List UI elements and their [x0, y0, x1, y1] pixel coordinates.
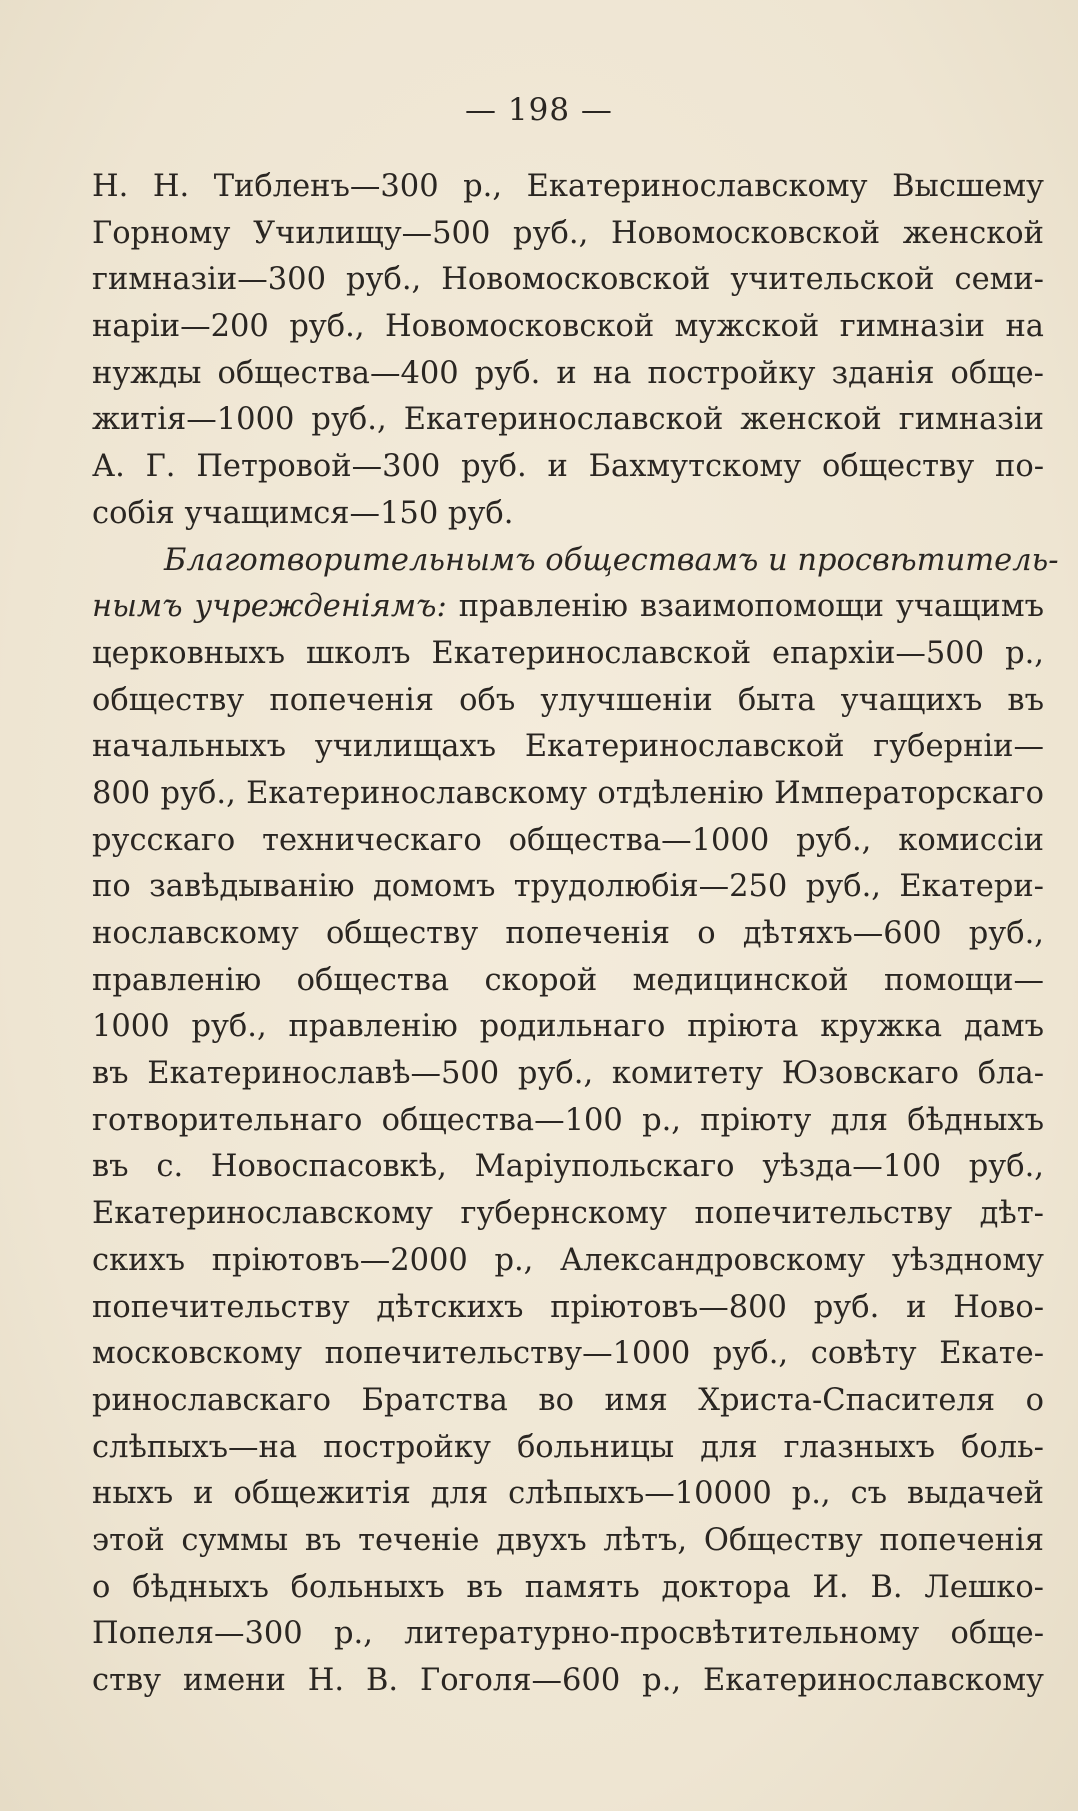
- paragraph-1: [92, 164, 1044, 538]
- text-line: начальныхъ училищахъ Екатеринославской губерніи—: [92, 729, 1044, 765]
- text-line: попечительству дѣтскихъ пріютовъ—800 руб. и Ново-: [92, 1289, 1044, 1325]
- text-line: нославскому обществу попеченія о дѣтяхъ—600 руб.,: [92, 916, 1044, 951]
- text-line: гимназіи—300 руб., Новомосковской учительской семи-: [92, 262, 1044, 298]
- text-line: Екатеринославскому губернскому попечительству дѣт-: [92, 1196, 1044, 1232]
- body-text: [92, 164, 1059, 1705]
- text-line: житія—1000 руб., Екатеринославской женской гимназіи: [92, 402, 1044, 438]
- text-line: А. Г. Петровой—300 руб. и Бахмутскому обществу по-: [92, 449, 1044, 485]
- text-line: ныхъ и общежитія для слѣпыхъ—10000 р., съ выдачей: [92, 1476, 1044, 1512]
- text-line: ринославскаго Братства во имя Христа-Спасителя о: [92, 1382, 1044, 1418]
- text-line: [92, 584, 1044, 631]
- text-line: по завѣдыванію домомъ трудолюбія—250 руб., Екатери-: [92, 869, 1044, 905]
- paragraph-2: [92, 538, 1059, 1705]
- text-line: Горному Училищу—500 руб., Новомосковской женской: [92, 215, 1044, 251]
- page-number: — 198 —: [465, 92, 613, 128]
- text-line: собія учащимся—150 руб.: [92, 495, 514, 531]
- text-line: этой суммы въ теченіе двухъ лѣтъ, Обществу попеченія: [92, 1522, 1044, 1558]
- text-line: въ с. Новоспасовкѣ, Маріупольскаго уѣзда—100 руб.,: [92, 1149, 1044, 1185]
- text-line: въ Екатеринославѣ—500 руб., комитету Юзовскаго бла-: [92, 1056, 1044, 1092]
- text-line: готворительнаго общества—100 р., пріюту для бѣдныхъ: [92, 1102, 1044, 1138]
- section-heading-part: Благотворительнымъ обществамъ и просвѣтитель-: [164, 542, 1059, 578]
- text-line: обществу попеченія объ улучшеніи быта учащихъ въ: [92, 682, 1044, 718]
- text-line: слѣпыхъ—на постройку больницы для глазныхъ боль-: [92, 1429, 1044, 1465]
- text-line: московскому попечительству—1000 руб., совѣту Екате-: [92, 1336, 1044, 1372]
- section-heading-part: нымъ учрежденіямъ:: [92, 589, 447, 625]
- text-line: русскаго техническаго общества—1000 руб., комиссіи: [92, 822, 1044, 858]
- text-line: 1000 руб., правленію родильнаго пріюта кружка дамъ: [92, 1009, 1044, 1045]
- text-line: 800 руб., Екатеринославскому отдѣленію Императорскаго: [92, 775, 1044, 811]
- text-line: Н. Н. Тибленъ—300 р., Екатеринославскому Высшему: [92, 169, 1044, 204]
- text-line: о бѣдныхъ больныхъ въ память доктора И. В. Лешко-: [92, 1569, 1044, 1605]
- text-line: [92, 538, 1059, 585]
- text-line: Попеля—300 р., литературно-просвѣтительному обще-: [92, 1616, 1044, 1652]
- text-line: нужды общества—400 руб. и на постройку зданія обще-: [92, 355, 1044, 391]
- text-line: правленію общества скорой медицинской помощи—: [92, 962, 1044, 998]
- text-line: церковныхъ школъ Екатеринославской епархіи—500 р.,: [92, 635, 1044, 671]
- text-run: правленію взаимопомощи учащимъ: [458, 589, 1044, 625]
- text-line: наріи—200 руб., Новомосковской мужской гимназіи на: [92, 309, 1044, 345]
- text-line: скихъ пріютовъ—2000 р., Александровскому уѣздному: [92, 1242, 1044, 1278]
- text-line: ству имени Н. В. Гоголя—600 р., Екатеринославскому: [92, 1663, 1044, 1698]
